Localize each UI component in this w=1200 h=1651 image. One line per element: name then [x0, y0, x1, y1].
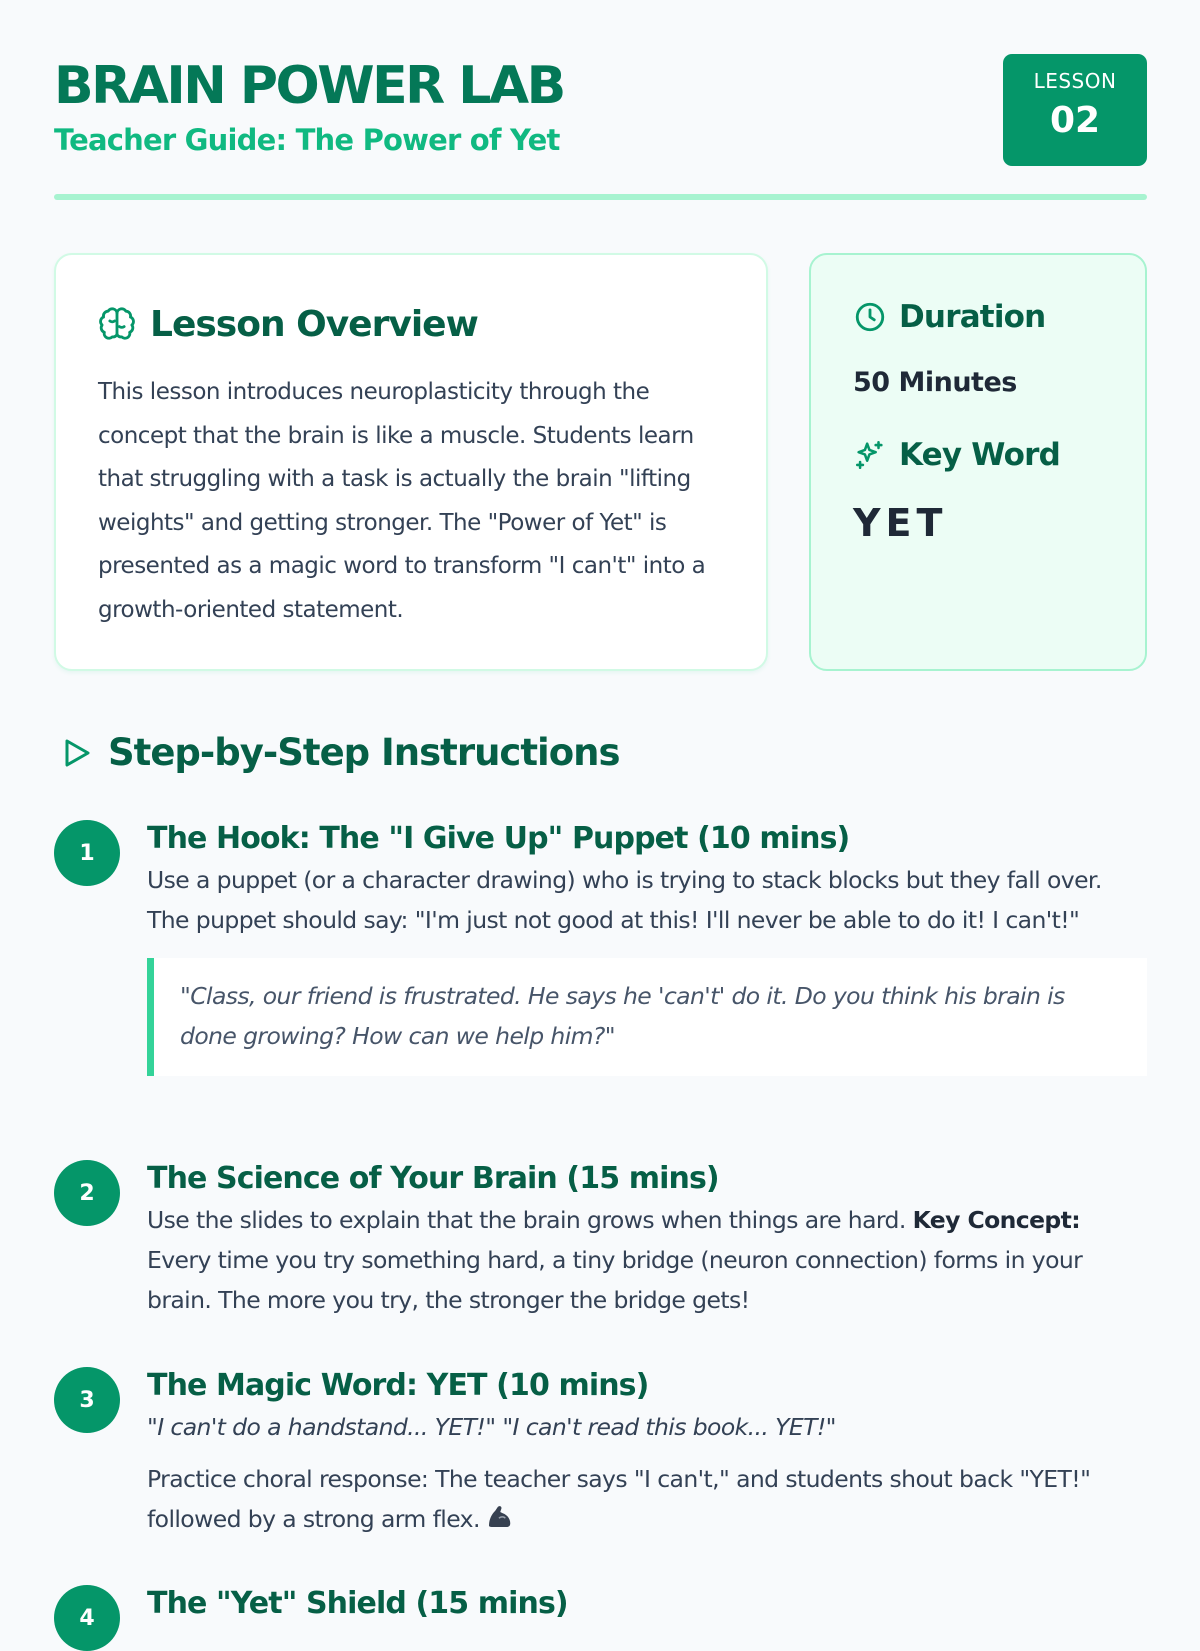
step-title: The Science of Your Brain (15 mins): [147, 1161, 719, 1196]
step-body: [147, 820, 1147, 1076]
lesson-info-card: [809, 253, 1147, 671]
step-text: [147, 1459, 1147, 1539]
page-title: BRAIN POWER LAB: [54, 56, 564, 116]
play-icon: [58, 735, 94, 771]
page-subtitle: Teacher Guide: The Power of Yet: [54, 123, 560, 157]
sparkles-icon: [853, 438, 887, 472]
step-text: Use a puppet (or a character drawing) who is trying to stack blocks but they fall over. The puppet should say: "I'm just not good at this! I'll never be able to do it! I can't!": [147, 866, 1102, 934]
overview-text: This lesson introduces neuroplasticity through the concept that the brain is like a muscle. Students learn that struggling with a task is actually the brain "lifting weights" and getting stronger. The "Power of Yet" is presented as a magic word to transform "I can't" into a growth-oriented statement.: [98, 379, 706, 623]
duration-value: 50 Minutes: [853, 367, 1017, 398]
instructions-title: Step-by-Step Instructions: [108, 731, 620, 774]
step-text-detail: Every time you try something hard, a tiny bridge (neuron connection) forms in your brain. The more you try, the stronger the bridge gets!: [147, 1246, 1083, 1314]
flexed-biceps-icon: [484, 1502, 514, 1532]
step-title: The Magic Word: YET (10 mins): [147, 1368, 649, 1403]
step-text-body: Practice choral response: The teacher says "I can't," and students shout back "YET!" followed by a strong arm flex.: [147, 1465, 1091, 1533]
step-title: The Hook: The "I Give Up" Puppet (10 mins): [147, 821, 850, 856]
step-title: The "Yet" Shield (15 mins): [147, 1586, 568, 1621]
keyword-value: YET: [853, 501, 948, 545]
clock-icon: [853, 300, 887, 334]
step-text: [147, 1200, 1147, 1320]
step-text-intro: Use the slides to explain that the brain grows when things are hard.: [147, 1206, 913, 1234]
lesson-badge-label: LESSON: [1033, 69, 1117, 93]
lesson-badge: [1003, 54, 1147, 166]
step-body: [147, 1160, 1147, 1320]
overview-card: [54, 253, 768, 671]
lesson-page: [54, 0, 1147, 1631]
header-divider: [54, 194, 1147, 200]
duration-label: Duration: [899, 299, 1046, 335]
brain-icon: [98, 306, 136, 344]
overview-heading: [98, 303, 478, 347]
key-concept-label: Key Concept:: [912, 1206, 1081, 1234]
step-body: [147, 1367, 1147, 1539]
lesson-badge-number: 02: [1049, 100, 1101, 141]
step-body: [147, 1585, 1147, 1623]
keyword-label: Key Word: [899, 437, 1060, 473]
step-number: 2: [54, 1160, 120, 1226]
teacher-quote: [147, 958, 1147, 1076]
quote-text: "Class, our friend is frustrated. He says he 'can't' do it. Do you think his brain is done growing? How can we help him?": [180, 982, 1065, 1050]
step-example: "I can't do a handstand... YET!" "I can't read this book... YET!": [147, 1413, 836, 1441]
header: [54, 52, 1147, 202]
step-number: 4: [54, 1585, 120, 1651]
keyword-row: [853, 435, 1060, 475]
step-number: 3: [54, 1367, 120, 1433]
duration-row: [853, 297, 1045, 337]
instructions-heading: [58, 730, 620, 776]
overview-title: Lesson Overview: [150, 304, 478, 345]
step-number: 1: [54, 820, 120, 886]
